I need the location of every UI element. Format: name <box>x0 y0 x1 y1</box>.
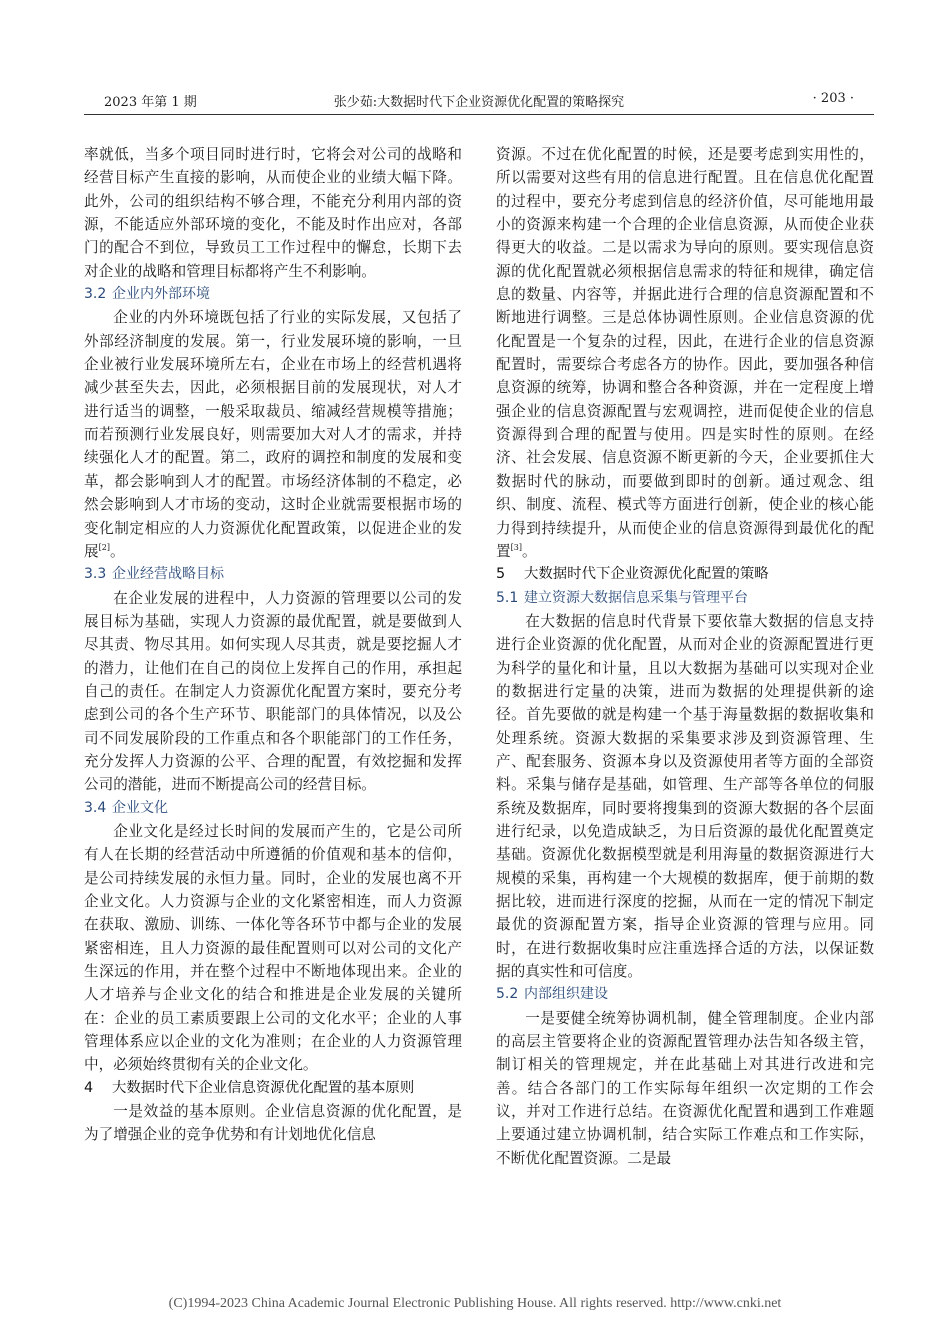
subsection-heading <box>84 563 462 586</box>
subsection-heading <box>84 797 462 820</box>
section-number: 3.4 <box>84 799 107 816</box>
page-number: · 203 · <box>812 91 854 106</box>
section-number: 5.2 <box>496 986 519 1003</box>
issue-label: 2023 年第 1 期 <box>104 95 197 110</box>
section-number: 5 <box>496 566 506 583</box>
body-paragraph <box>496 1007 874 1170</box>
body-paragraph <box>84 143 462 283</box>
paragraph-text: 一是效益的基本原则。企业信息资源的优化配置，是为了增强企业的竞争优势和有计划地优化信息 <box>84 1103 462 1144</box>
section-title: 大数据时代下企业资源优化配置的策略 <box>524 566 769 583</box>
subsection-heading <box>496 587 874 610</box>
running-title: 张少茹:大数据时代下企业资源优化配置的策略探究 <box>333 95 625 110</box>
paragraph-text: 在企业发展的进程中，人力资源的管理要以公司的发展目标为基础，实现人力资源的最优配置，就是要做到人尽其责、物尽其用。如何实现人尽其责，就是要挖掘人才的潜力，让他们在自己的岗位上发挥自己的作用，承担起自己的责任。在制定人力资源优化配置方案时，要充分考虑到公司的各个生产环节、职能部门的具体情况，以及公司不同发展阶段的工作重点和各个职能部门的工作任务，充分发挥人力资源的公平、合理的配置，有效挖掘和发挥公司的潜能，进而不断提高公司的经营目标。 <box>84 589 462 794</box>
citation-ref: [2] <box>98 542 110 552</box>
body-paragraph <box>84 1100 462 1147</box>
left-column <box>84 143 462 1147</box>
section-number: 3.3 <box>84 566 107 583</box>
section-title: 大数据时代下企业信息资源优化配置的基本原则 <box>112 1079 415 1096</box>
paragraph-text: 在大数据的信息时代背景下要依靠大数据的信息支持进行企业资源的优化配置，从而对企业的资源配置进行更为科学的量化和计量，且以大数据为基础可以实现对企业的数据进行定量的决策，进而为数据的处理提供新的途径。首先要做的就是构建一个基于海量数据的数据收集和处理系统。资源大数据的采集要求涉及到资源管理、生产、配套服务、资源本身以及资源使用者等方面的全部资料。采集与储存是基础，如管理、生产部等各单位的伺服系统及数据库，同时要将搜集到的资源大数据的各个层面进行纪录，以免造成缺乏，为日后资源的最优化配置奠定基础。资源优化数据模型就是利用海量的数据资源进行大规模的采集，再构建一个大规模的数据库，便于前期的数据比较，进而进行深度的挖掘，从而在一定的情况下制定最优的资源配置方案，指导企业资源的管理与应用。同时，在进行数据收集时应注重选择合适的方法，以保证数据的真实性和可信度。 <box>496 612 874 981</box>
section-heading <box>84 1077 462 1100</box>
right-column <box>496 143 874 1170</box>
section-number: 4 <box>84 1079 94 1096</box>
section-number: 3.2 <box>84 286 107 303</box>
paragraph-tail: 。 <box>521 542 537 560</box>
subsection-heading <box>496 983 874 1006</box>
body-paragraph <box>84 587 462 797</box>
paragraph-text: 率就低，当多个项目同时进行时，它将会对公司的战略和经营目标产生直接的影响，从而使企业的业绩大幅下降。此外，公司的组织结构不够合理，不能充分利用内部的资源，不能适应外部环境的变化，不能及时作出应对，各部门的配合不到位，导致员工工作过程中的懈怠，长期下去对企业的战略和管理目标都将产生不利影响。 <box>84 146 462 280</box>
body-paragraph <box>84 820 462 1077</box>
copyright-footer: (C)1994-2023 China Academic Journal Electronic Publishing House. All rights reserved. http://www.cnki.net <box>168 1296 782 1311</box>
paragraph-text: 企业文化是经过长时间的发展而产生的，它是公司所有人在长期的经营活动中所遵循的价值观和基本的信仰，是公司持续发展的永恒力量。同时，企业的发展也离不开企业文化。人力资源与企业的文化紧密相连，而人力资源在获取、激励、训练、一体化等各环节中都与企业的发展紧密相连，且人力资源的最佳配置则可以对公司的文化产生深远的作用，并在整个过程中不断地体现出来。企业的人才培养与企业文化的结合和推进是企业发展的关键所在：企业的员工素质要跟上公司的文化水平；企业的人事管理体系应以企业的文化为准则；在企业的人力资源管理中，必须始终贯彻有关的企业文化。 <box>84 822 462 1074</box>
paragraph-tail: 。 <box>109 542 125 560</box>
section-title: 内部组织建设 <box>524 986 608 1003</box>
header-rule <box>84 114 874 115</box>
running-header <box>84 88 874 112</box>
section-title: 企业文化 <box>112 799 168 816</box>
body-paragraph <box>84 306 462 563</box>
body-paragraph <box>496 143 874 563</box>
subsection-heading <box>84 283 462 306</box>
section-title: 建立资源大数据信息采集与管理平台 <box>524 589 748 606</box>
paragraph-text: 企业的内外环境既包括了行业的实际发展，又包括了外部经济制度的发展。第一，行业发展环境的影响，一旦企业被行业发展环境所左右，企业在市场上的经营机遇将减少甚至失去，因此，必须根据目前的发展现状，对人才进行适当的调整，一般采取裁员、缩减经营规模等措施；而若预测行业发展良好，则需要加大对人才的需求，并持续强化人才的配置。第二，政府的调控和制度的发展和变革，都会影响到人才的配置。市场经济体制的不稳定，必然会影响到人才市场的变动，这时企业就需要根据市场的变化制定相应的人力资源优化配置政策，以促进企业的发展 <box>84 309 462 560</box>
section-title: 企业内外部环境 <box>112 286 210 303</box>
paragraph-text: 资源。不过在优化配置的时候，还是要考虑到实用性的，所以需要对这些有用的信息进行配置。且在信息优化配置的过程中，要充分考虑到信息的经济价值，尽可能地用最小的资源来构建一个合理的企业信息资源，从而使企业获得更大的收益。二是以需求为导向的原则。要实现信息资源的优化配置就必须根据信息需求的特征和规律，确定信息的数量、内容等，并据此进行合理的信息资源配置和不断地进行调整。三是总体协调性原则。企业信息资源的优化配置是一个复杂的过程，因此，在进行企业的信息资源配置时，需要综合考虑各方的协作。因此，要加强各种信息资源的统筹，协调和整合各种资源，并在一定程度上增强企业的信息资源配置与宏观调控，进而促使企业的信息资源得到合理的配置与使用。四是实时性的原则。在经济、社会发展、信息资源不断更新的今天，企业要抓住大数据时代的脉动，而要做到即时的创新。通过观念、组织、制度、流程、模式等方面进行创新，使企业的核心能力得到持续提升，从而使企业的信息资源得到最优化的配置 <box>496 146 874 560</box>
section-number: 5.1 <box>496 589 519 606</box>
paragraph-text: 一是要健全统筹协调机制，健全管理制度。企业内部的高层主管要将企业的资源配置管理办法告知各级主管，制订相关的管理规定，并在此基础上对其进行改进和完善。结合各部门的工作实际每年组织一次定期的工作会议，并对工作进行总结。在资源优化配置和遇到工作难题上要通过建立协调机制，结合实际工作难点和工作实际，不断优化配置资源。二是最 <box>496 1009 874 1167</box>
body-paragraph <box>496 610 874 984</box>
citation-ref: [3] <box>510 542 522 552</box>
section-heading <box>496 563 874 586</box>
section-title: 企业经营战略目标 <box>112 566 224 583</box>
